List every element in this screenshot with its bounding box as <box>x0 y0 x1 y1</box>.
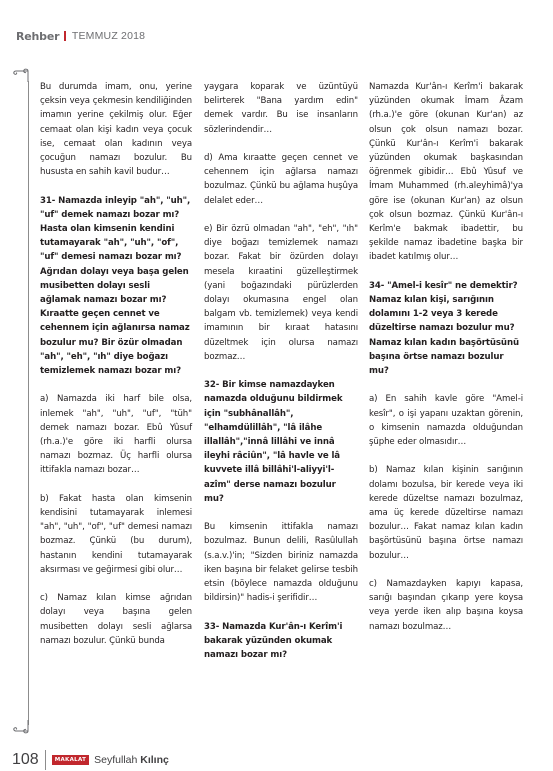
answer-paragraph: Bu durumda imam, onu, yerine çeksin veya çekmesin kendiliğinden imamın yerine çekilmiş olur. Eğer cemaat olan kişi kadın veya çocuk ise, cemaat olan kadının veya çocuğun namazı bozulur. Bu hususta en sahih kavil budur… <box>40 82 192 178</box>
ornament-top-icon <box>12 68 32 84</box>
answer-paragraph: yaygara koparak ve üzüntüyü belirterek "Bana yardım edin" demek vardır. Bu ise insanların sözlerindendir… <box>204 82 358 135</box>
answer-paragraph: c) Namazdayken kapıyı kapasa, sarığı başından çıkarıp yere koysa veya yerde iken alıp başına koysa namazı bozulmaz… <box>369 579 523 632</box>
answer-paragraph: a) En sahih kavle göre "Amel-i kesîr", o işi yapanı uzaktan görenin, o kimsenin namazda olduğundan şüphe eder olmasıdır… <box>369 394 523 448</box>
author-first-name: Seyfullah <box>94 754 138 766</box>
page-header <box>16 29 145 43</box>
answer-paragraph: c) Namaz kılan kimse ağrıdan dolayı veya başına gelen musibetten dolayı sesli ağlarsa namazı bozulur. Çünkü bunda <box>40 593 192 646</box>
answer-paragraph: Namazda Kur'ân-ı Kerîm'i bakarak yüzünden okumak İmam Âzam (rh.a.)'e göre (okunan Kur'an) az olsun çok olsun namazı bozar. Çünkü Kur'ân-ı Kerîm'i bakarak yüzünden okumak başkasından öğrenmek gibidir… Ebû Yûsuf ve İmam Muhammed (rh.aleyhimâ)'ya göre ise (okunan Kur'an) az olsun çok olsun bozmaz. Çünkü Kur'ân-ı Kerîm'e bakmak ibadettir, bu şekilde namaz ibadetine başka bir ibadet katılmış olur… <box>369 82 523 263</box>
answer-paragraph: b) Namaz kılan kişinin sarığının dolamı bozulsa, bir kerede veya iki kerede düzeltse namazı bozulmaz, ama üç kerede düzeltirse namazı bozulur… Fakat namaz kılan kadın başörtüsünü başına örtse namazı bozulur… <box>369 465 523 561</box>
section-badge: MAKALAT <box>52 755 89 765</box>
answer-paragraph: e) Bir özrü olmadan "ah", "eh", "ıh" diye boğazı temizlemek namazı bozar. Fakat bir özürden dolayı mesela kıraatini güzelleştirmek (yani boğazındaki pürüzlerden dolayı okumasına engel olan balgam vb. temizlemek) veya kendi imamının bir kıraat hatasını düzeltmek için olursa namazı bozmaz… <box>204 224 358 362</box>
footer-divider <box>45 750 46 770</box>
answer-paragraph: Bu kimsenin ittifakla namazı bozulmaz. Bunun delili, Rasûlullah (s.a.v.)'in; "Sizden biriniz namazda iken başına bir felaket gelirse tesbih etsin (böylece namazda olduğunu bildirsin)" hadis-i şerifidir… <box>204 522 358 604</box>
question-paragraph: 32- Bir kimse namazdayken namazda olduğunu bildirmek için "subhânallâh", "elhamdülillâh", "lâ ilâhe illallâh","innâ lillâhi ve innâ ileyhi râciûn", "lâ havle ve lâ kuvvete illâ billâhi'l-aliyyi'l-azîm" derse namazı bozulur mu? <box>204 380 343 504</box>
header-divider <box>64 31 66 41</box>
text-column-1 <box>40 80 192 648</box>
left-margin-rule <box>28 81 29 725</box>
issue-date: TEMMUZ 2018 <box>71 30 146 42</box>
question-paragraph: 34- "Amel-i kesîr" ne demektir? Namaz kılan kişi, sarığının dolamını 1-2 veya 3 kerede düzeltirse namazı bozulur mu? Namaz kılan kadın başörtüsünü başına örtse namazı bozulur mu? <box>369 280 519 377</box>
page-number: 108 <box>12 751 39 768</box>
text-column-3 <box>369 80 523 634</box>
answer-paragraph: a) Namazda iki harf bile olsa, inlemek "ah", "uh", "uf", "tüh" demek namazı bozar. Ebû Yûsuf (rh.a.)'e göre iki harfli olursa namazı bozmaz. Üç harfli olursa ittifakla namazı bozar… <box>40 394 192 476</box>
answer-paragraph: d) Ama kıraatte geçen cennet ve cehennem için ağlarsa namazı bozulmaz. Çünkü bu ağlama huşûya delalet eder… <box>204 153 358 206</box>
question-paragraph: 33- Namazda Kur'ân-ı Kerîm'i bakarak yüzünden okumak namazı bozar mı? <box>204 621 343 661</box>
author-name <box>94 754 169 766</box>
question-paragraph: 31- Namazda inleyip "ah", "uh", "uf" demek namazı bozar mı? Hasta olan kimsenin kendini tutamayarak "ah", "uh", "of", "uf" demesi namazı bozar mı? Ağrıdan dolayı veya başa gelen musibetten dolayı sesli ağlamak namazı bozar mı? Kıraatte geçen cennet ve cehennem için ağlanırsa namaz bozulur mu? Bir özür olmadan "ah", "eh", "ıh" diye boğazı temizlemek namazı bozar mı? <box>40 195 191 377</box>
text-column-2 <box>204 80 358 662</box>
author-last-name: Kılınç <box>140 754 169 766</box>
magazine-logo: Rehber <box>16 29 60 43</box>
page-footer <box>12 750 169 770</box>
answer-paragraph: b) Fakat hasta olan kimsenin kendisini tutamayarak inlemesi "ah", "uh", "of", "uf" demesi namazı bozmaz. Çünkü (bu durum), hastanın kendini tutamayarak aksırması ve geğirmesi gibi olur… <box>40 493 192 575</box>
ornament-bottom-icon <box>12 718 32 734</box>
